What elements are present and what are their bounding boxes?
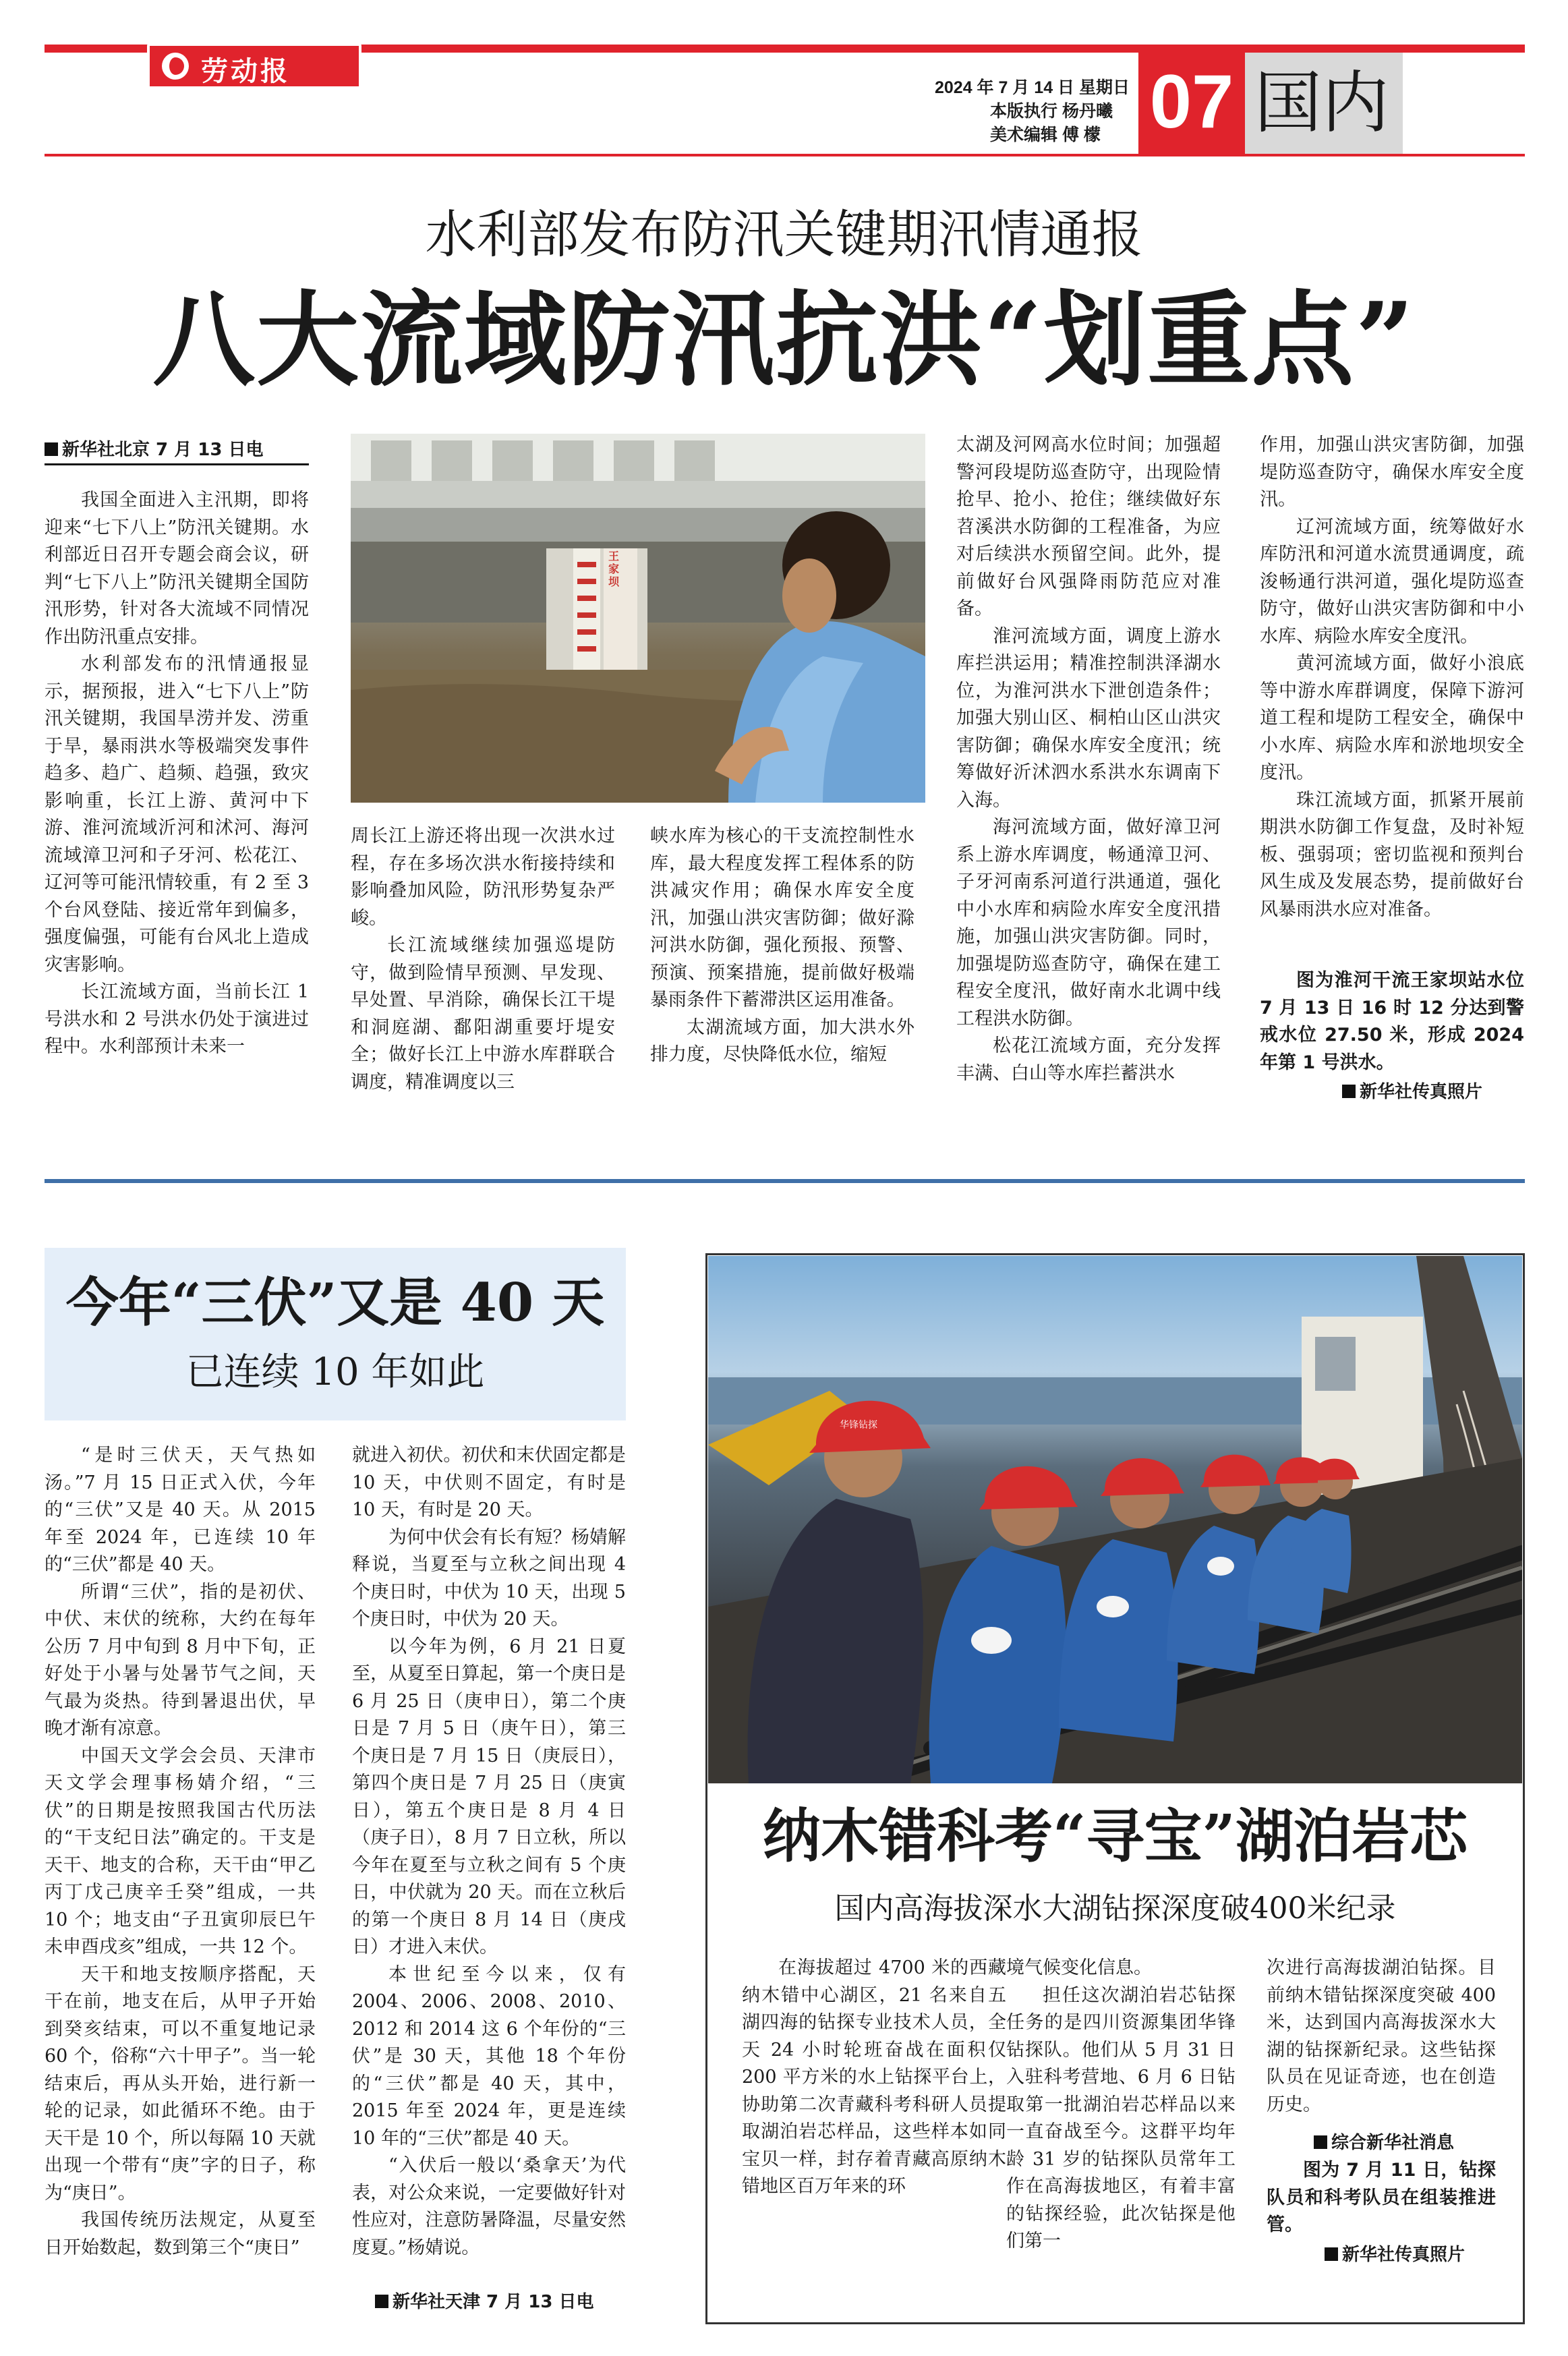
paragraph: 担任这次湖泊岩芯钻探任务的是四川资源集团华锋钻探队。他们从 5 月 31 日入驻科考营地、6 月 6 日钻取第一批湖泊岩芯样品以来一直奋战至今。这群平均年龄 31 岁的钻探队员常年工作在高海拔地区，有着丰富的钻探经验，此次钻探是他们第一 [1006, 1984, 1236, 2251]
date-line: 2024 年 7 月 14 日 星期日 [935, 78, 1130, 97]
paragraph: 海河流域方面，做好漳卫河系上游水库调度，畅通漳卫河、子牙河南系河道行洪通道，强化中小水库和病险水库安全度汛措施，加强山洪灾害防御。同时，加强堤防巡查防守，确保在建工程安全度汛，做好南水北调中线工程洪水防御。 [956, 817, 1221, 1029]
paragraph: 次进行高海拔湖泊钻探。目前纳木错钻探深度突破 400 米，达到国内高海拔深水大湖的钻探新纪录。这些钻探队员在见证奇迹，也在创造历史。 [1267, 1957, 1496, 2115]
square-bullet-icon [1342, 1085, 1356, 1098]
kicker: 水利部发布防汛关键期汛情通报 [425, 204, 1143, 264]
namco-photo-credit [1325, 2241, 1465, 2266]
logo-text: 劳动报 [201, 55, 290, 87]
namco-headline: 纳木错科考“寻宝”湖泊岩芯 [763, 1802, 1468, 1870]
square-bullet-icon [45, 442, 58, 456]
story1-column-1 [45, 487, 309, 1108]
namco-column-2 [1006, 1955, 1236, 2305]
dateline [45, 436, 309, 465]
sanfu-dateline [375, 2288, 593, 2313]
thin-red-rule [45, 154, 1525, 156]
square-bullet-icon [375, 2295, 388, 2308]
paragraph: 峡水库为核心的干支流控制性水库，最大程度发挥工程体系的防洪减灾作用；确保水库安全度汛，加强山洪灾害防御；做好滁河洪水防御，强化预报、预警、预演、预案措施，提前做好极端暴雨条件下蓄滞洪区运用准备。 [650, 826, 914, 1010]
drilling-photo-drawing [708, 1256, 1522, 1783]
paragraph: 淮河流域方面，调度上游水库拦洪运用；精准控制洪泽湖水位，为淮河洪水下泄创造条件；加强大别山区、桐柏山区山洪灾害防御；确保水库安全度汛；统筹做好沂沭泗水系洪水东调南下入海。 [956, 625, 1221, 811]
story1-column-2 [351, 823, 615, 1106]
photo-credit-text: 新华社传真照片 [1360, 1082, 1483, 1102]
story1-column-5 [1260, 432, 1524, 965]
section-box [1245, 53, 1403, 154]
sanfu-subhead: 已连续 10 年如此 [185, 1350, 485, 1394]
paragraph: 辽河流域方面，统筹做好水库防汛和河道水流贯通调度，疏浚畅通行洪河道，强化堤防巡查防守，做好山洪灾害防御和中小水库、病险水库安全度汛。 [1260, 516, 1524, 647]
sanfu-column-1 [45, 1442, 316, 2326]
photo-caption: 图为淮河干流王家坝站水位 7 月 13 日 16 时 12 分达到警戒水位 27.50 米，形成 2024 年第 1 号洪水。 [1260, 970, 1524, 1073]
square-bullet-icon [1314, 2135, 1327, 2149]
paragraph: 就进入初伏。初伏和末伏固定都是 10 天，中伏则不固定，有时是 10 天，有时是 20 天。 [352, 1445, 626, 1520]
paragraph: “入伏后一般以‘桑拿天’为代表，对公众来说，一定要做好针对性应对，注意防暑降温，尽量安然度夏。”杨婧说。 [352, 2155, 626, 2258]
blue-divider [45, 1179, 1525, 1183]
page-number-box [1138, 53, 1245, 154]
paragraph: 长江流域继续加强巡堤防守，做到险情早预测、早发现、早处置、早消除，确保长江干堤和洞庭湖、鄱阳湖重要圩堤安全；做好长江上中游水库群联合调度，精准调度以三 [351, 935, 615, 1093]
logo [147, 43, 361, 89]
paragraph: 珠江流域方面，抓紧开展前期洪水防御工作复盘，及时补短板、强弱项；密切监视和预判台风生成及发展态势，提前做好台风暴雨洪水应对准备。 [1260, 789, 1524, 920]
namco-caption: 图为 7 月 11 日，钻探队员和科考队员在组装推进管。 [1267, 2160, 1496, 2235]
paragraph: 周长江上游还将出现一次洪水过程，存在多场次洪水衔接持续和影响叠加风险，防汛形势复杂严峻。 [351, 826, 615, 929]
logo-mark-icon [162, 53, 189, 80]
page-number: 07 [1149, 59, 1234, 144]
square-bullet-icon [1325, 2247, 1338, 2261]
paragraph: 水利部发布的汛情通报显示，据预报，进入“七下八上”防汛关键期，我国旱涝并发、涝重于旱，暴雨洪水等极端突发事件趋多、趋广、趋频、趋强，致灾影响重，长江上游、黄河中下游、淮河流域沂河和沭河、海河流域漳卫河和子牙河、松花江、辽河等可能汛情较重，有 2 至 3 个台风登陆、接近常年到偏多，强度偏强，可能有台风北上造成灾害影响。 [45, 654, 309, 975]
namco-source [1314, 2129, 1454, 2154]
headline: 八大流域防汛抗洪“划重点” [152, 279, 1416, 400]
paragraph: 所谓“三伏”，指的是初伏、中伏、末伏的统称，大约在每年公历 7 月中旬到 8 月中下旬，正好处于小暑与处暑节气之间，天气最为炎热。待到暑退出伏，早晚才渐有凉意。 [45, 1581, 316, 1739]
flood-photo-drawing [351, 434, 925, 803]
namco-column-3 [1267, 1955, 1496, 2157]
sanfu-column-2 [352, 1442, 626, 2282]
sanfu-headline-box [45, 1248, 626, 1420]
paragraph: 太湖流域方面，加大洪水外排力度，尽快降低水位，缩短 [650, 1016, 914, 1065]
photo-credit [1342, 1078, 1482, 1103]
story1-column-3 [650, 823, 914, 1106]
paragraph: 在海拔超过 4700 米的西藏纳木错中心湖区，21 名来自五湖四海的钻探专业技术人员，全天 24 小时轮班奋战在面积仅 200 平方米的水上钻探平台上，协助第二次青藏科考科研人员提取湖泊岩芯样品，这些样本如同宝贝一样，封存着青藏高原纳木错地区百万年来的环 [742, 1957, 1006, 2197]
paragraph: 黄河流域方面，做好小浪底等中游水库群调度，保障下游河道工程和堤防工程安全，确保中小水库、病险水库和淤地坝安全度汛。 [1260, 653, 1524, 783]
editor-line: 本版执行 杨丹曦 [990, 102, 1113, 121]
dateline-text: 新华社北京 7 月 13 日电 [62, 440, 264, 460]
namco-source-text: 综合新华社消息 [1331, 2133, 1455, 2153]
sanfu-dateline-text: 新华社天津 7 月 13 日电 [393, 2292, 594, 2312]
paragraph: 境气候变化信息。 [1006, 1957, 1152, 1978]
paragraph: 本世纪至今以来，仅有 2004、2006、2008、2010、2012 和 2014 这 6 个年份的“三伏”是 30 天，其他 18 个年份的“三伏”都是 40 天，其中，2015 年至 2024 年，更是连续 10 年的“三伏”都是 40 天。 [352, 1963, 626, 2149]
paragraph: 长江流域方面，当前长江 1 号洪水和 2 号洪水仍处于演进过程中。水利部预计未来一 [45, 981, 309, 1057]
paragraph: 太湖及河网高水位时间；加强超警河段堤防巡查防守，出现险情抢早、抢小、抢住；继续做好东苕溪洪水防御的工程准备，为应对后续洪水预留空间。此外，提前做好台风强降雨防范应对准备。 [956, 434, 1221, 619]
flood-gauge-photo [351, 434, 925, 803]
paragraph: 以今年为例，6 月 21 日夏至，从夏至日算起，第一个庚日是 6 月 25 日（庚申日），第二个庚日是 7 月 5 日（庚午日），第三个庚日是 7 月 15 日（庚辰日），第四个庚日是 7 月 25 日（庚寅日），第五个庚日是 8 月 4 日（庚子日），8 月 7 日立秋，所以今年在夏至与立秋之间有 5 个庚日，中伏就为 20 天。而在立秋后的第一个庚日 8 月 14 日（庚戌日）才进入末伏。 [352, 1636, 626, 1957]
helmet-label: 华锋钻探 [840, 1420, 877, 1431]
gauge-label: 王家坝 [608, 550, 620, 588]
section-label: 国内 [1254, 63, 1389, 142]
sanfu-headline: 今年“三伏”又是 40 天 [65, 1272, 605, 1333]
drilling-photo [708, 1256, 1522, 1783]
paragraph: 为何中伏会有长有短？杨婧解释说，当夏至与立秋之间出现 4 个庚日时，中伏为 10 天，出现 5 个庚日时，中伏为 20 天。 [352, 1526, 626, 1630]
namco-photo-credit-text: 新华社传真照片 [1342, 2245, 1465, 2265]
paragraph: “是时三伏天，天气热如汤。”7 月 15 日正式入伏，今年的“三伏”又是 40 天。从 2015 年至 2024 年，已连续 10 年的“三伏”都是 40 天。 [45, 1445, 316, 1575]
namco-subhead: 国内高海拔深水大湖钻探深度破400米纪录 [834, 1891, 1396, 1926]
paragraph: 我国全面进入主汛期，即将迎来“七下八上”防汛关键期。水利部近日召开专题会商会议，研判“七下八上”防汛关键期全国防汛形势，针对各大流域不同情况作出防汛重点安排。 [45, 490, 309, 648]
namco-column-1 [742, 1955, 1006, 2305]
art-editor-line: 美术编辑 傅 檬 [990, 125, 1101, 144]
paragraph: 松花江流域方面，充分发挥丰满、白山等水库拦蓄洪水 [956, 1035, 1221, 1084]
paragraph: 作用，加强山洪灾害防御，加强堤防巡查防守，确保水库安全度汛。 [1260, 434, 1524, 510]
paragraph: 天干和地支按顺序搭配，天干在前，地支在后，从甲子开始到癸亥结束，可以不重复地记录 60 个，俗称“六十甲子”。当一轮结束后，再从头开始，进行新一轮的记录，如此循环不绝。由于天干是 10 个，所以每隔 10 天就出现一个带有“庚”字的日子，称为“庚日”。 [45, 1963, 316, 2204]
story1-column-4 [956, 432, 1221, 1108]
paragraph: 中国天文学会会员、天津市天文学会理事杨婧介绍，“三伏”的日期是按照我国古代历法的“干支纪日法”确定的。干支是天干、地支的合称，天干由“甲乙丙丁戊己庚辛壬癸”组成，一共 10 个；地支由“子丑寅卯辰巳午未申酉戌亥”组成，一共 12 个。 [45, 1745, 316, 1957]
paragraph: 我国传统历法规定，从夏至日开始数起，数到第三个“庚日” [45, 2210, 316, 2258]
